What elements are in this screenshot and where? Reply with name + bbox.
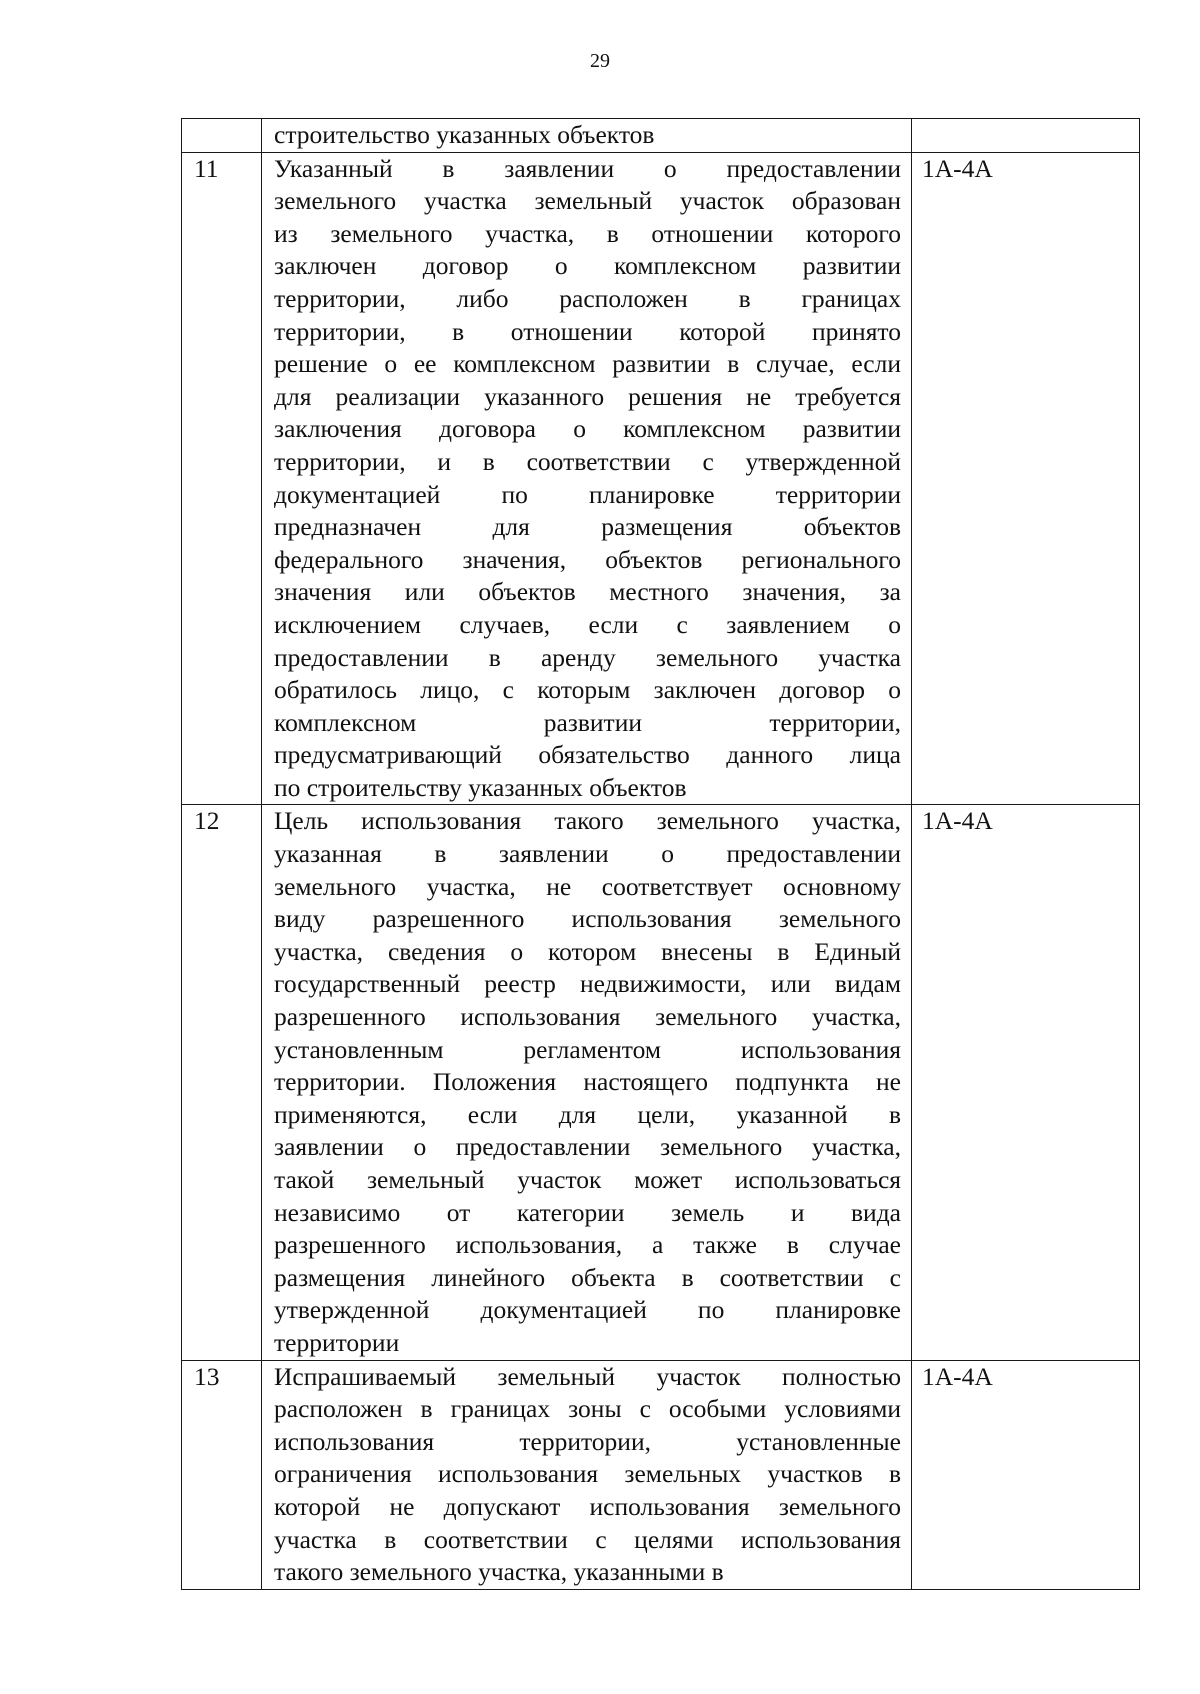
text-line: земельного участка земельный участок образован bbox=[274, 186, 901, 216]
text-line: территории, и в соответствии с утвержденной bbox=[274, 446, 901, 476]
text-line: утвержденной документацией по планировке bbox=[274, 1295, 901, 1325]
text-line: земельного участка, не соответствует основному bbox=[274, 871, 901, 901]
text-line: разрешенного использования, а также в случае bbox=[274, 1230, 901, 1260]
text-line: для реализации указанного решения не требуется bbox=[274, 381, 901, 411]
row-number-cell bbox=[182, 119, 262, 153]
text-line: размещения линейного объекта в соответствии с bbox=[274, 1262, 901, 1292]
row-text-cell bbox=[262, 119, 912, 153]
row-code-cell bbox=[912, 119, 1140, 153]
text-line: значения или объектов местного значения, за bbox=[274, 577, 901, 607]
text-line: территории, в отношении которой принято bbox=[274, 316, 901, 346]
text-line: такого земельного участка, указанными в bbox=[274, 1557, 724, 1587]
table-row bbox=[182, 119, 1140, 153]
text-line: Указанный в заявлении о предоставлении bbox=[274, 153, 901, 183]
row-code-cell: 1А-4А bbox=[912, 152, 1140, 805]
text-line: участка в соответствии с целями использования bbox=[274, 1524, 901, 1554]
text-line: применяются, если для цели, указанной в bbox=[274, 1099, 901, 1129]
text-line: обратилось лицо, с которым заключен договор о bbox=[274, 675, 901, 705]
text-line: строительство указанных объектов bbox=[274, 120, 655, 149]
text-line: использования территории, установленные bbox=[274, 1426, 901, 1456]
table-row bbox=[182, 152, 1140, 805]
row-number-cell: 12 bbox=[182, 805, 262, 1360]
row-text-cell bbox=[262, 805, 912, 1360]
page-number: 29 bbox=[590, 50, 610, 72]
row-text-cell bbox=[262, 152, 912, 805]
row-code-cell: 1А-4А bbox=[912, 1360, 1140, 1589]
criteria-table bbox=[181, 118, 1140, 1590]
text-line: из земельного участка, в отношении которого bbox=[274, 218, 901, 248]
text-line: предназначен для размещения объектов bbox=[274, 512, 901, 542]
text-line: установленным регламентом использования bbox=[274, 1034, 901, 1064]
text-line: исключением случаев, если с заявлением о bbox=[274, 609, 901, 639]
text-line: независимо от категории земель и вида bbox=[274, 1197, 901, 1227]
text-line: Испрашиваемый земельный участок полностью bbox=[274, 1361, 901, 1391]
text-line: Цель использования такого земельного участка, bbox=[274, 806, 901, 836]
text-line: заключения договора о комплексном развитии bbox=[274, 414, 901, 444]
text-line: виду разрешенного использования земельного bbox=[274, 904, 901, 934]
table-row bbox=[182, 1360, 1140, 1589]
table-body bbox=[182, 119, 1140, 1590]
text-line: комплексном развитии территории, bbox=[274, 707, 901, 737]
text-line: государственный реестр недвижимости, или видам bbox=[274, 969, 901, 999]
text-line: разрешенного использования земельного участка, bbox=[274, 1002, 901, 1032]
row-number-cell: 13 bbox=[182, 1360, 262, 1589]
text-line: предоставлении в аренду земельного участка bbox=[274, 642, 901, 672]
row-code-cell: 1А-4А bbox=[912, 805, 1140, 1360]
text-line: расположен в границах зоны с особыми условиями bbox=[274, 1394, 901, 1424]
text-line: территории bbox=[274, 1327, 400, 1357]
row-text-cell bbox=[262, 1360, 912, 1589]
text-line: решение о ее комплексном развитии в случае, если bbox=[274, 349, 901, 379]
text-line: заключен договор о комплексном развитии bbox=[274, 251, 901, 281]
text-line: предусматривающий обязательство данного лица bbox=[274, 740, 901, 770]
text-line: участка, сведения о котором внесены в Единый bbox=[274, 936, 901, 966]
row-number-cell: 11 bbox=[182, 152, 262, 805]
text-line: заявлении о предоставлении земельного участка, bbox=[274, 1132, 901, 1162]
text-line: ограничения использования земельных участков в bbox=[274, 1459, 901, 1489]
text-line: такой земельный участок может использоваться bbox=[274, 1165, 901, 1194]
text-line: которой не допускают использования земельного bbox=[274, 1491, 901, 1521]
text-line: территории. Положения настоящего подпункта не bbox=[274, 1067, 901, 1097]
text-line: документацией по планировке территории bbox=[274, 479, 901, 509]
table-row bbox=[182, 805, 1140, 1360]
text-line: по строительству указанных объектов bbox=[274, 772, 687, 802]
text-line: федерального значения, объектов регионального bbox=[274, 544, 901, 574]
text-line: указанная в заявлении о предоставлении bbox=[274, 839, 901, 869]
text-line: территории, либо расположен в границах bbox=[274, 283, 901, 313]
